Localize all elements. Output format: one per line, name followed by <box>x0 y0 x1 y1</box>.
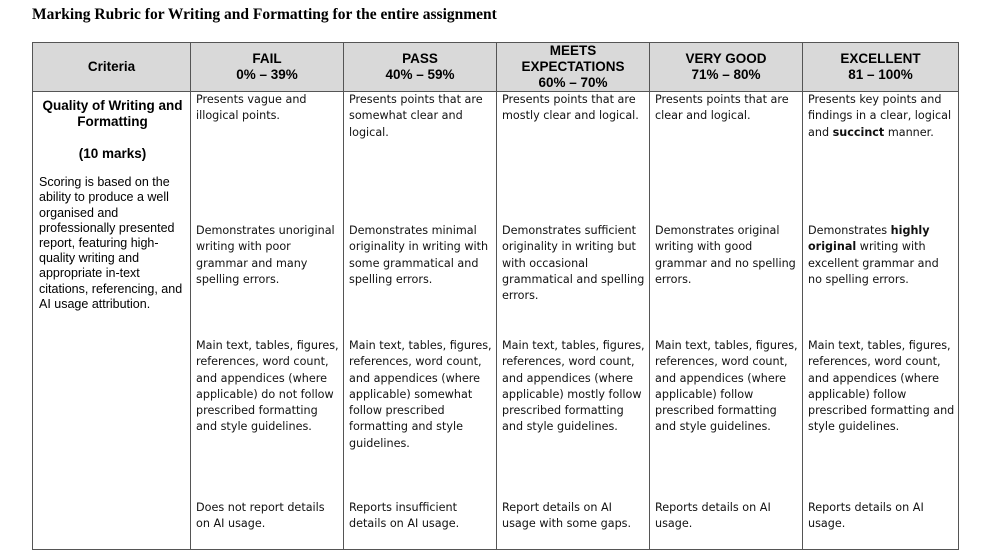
header-criteria-label: Criteria <box>87 59 136 74</box>
meets-ai-usage: Report details on AI usage with some gaps. <box>502 501 632 531</box>
criteria-cell <box>33 92 191 550</box>
criteria-row <box>33 92 959 550</box>
fail-cell <box>191 92 344 550</box>
verygood-points: Presents points that are clear and logical. <box>655 93 789 123</box>
header-fail-label: FAIL <box>252 51 282 66</box>
header-verygood-range: 71% – 80% <box>691 67 761 82</box>
excellent-cell <box>803 92 959 550</box>
fail-originality: Demonstrates unoriginal writing with poor grammar and many spelling errors. <box>196 224 335 286</box>
header-row <box>33 43 959 92</box>
verygood-originality: Demonstrates original writing with good grammar and no spelling errors. <box>655 224 796 286</box>
excellent-originality <box>808 223 955 288</box>
header-pass-label: PASS <box>402 51 438 66</box>
header-meets-range: 60% – 70% <box>538 75 608 90</box>
pass-points: Presents points that are somewhat clear and logical. <box>349 93 483 139</box>
meets-points: Presents points that are mostly clear and logical. <box>502 93 639 123</box>
verygood-ai-usage: Reports details on AI usage. <box>655 501 771 531</box>
verygood-formatting: Main text, tables, figures, references, word count, and appendices (where applicable) follow prescribed formatting and style guidelines. <box>655 339 798 434</box>
page-title: Marking Rubric for Writing and Formatting for the entire assignment <box>32 6 497 23</box>
header-excellent <box>803 43 959 92</box>
header-meets-label: MEETS EXPECTATIONS <box>521 43 625 74</box>
header-fail <box>191 43 344 92</box>
header-excellent-label: EXCELLENT <box>840 51 921 66</box>
excellent-originality-bold: highly original <box>808 224 930 254</box>
header-criteria <box>33 43 191 92</box>
excellent-points-post: manner. <box>884 125 934 139</box>
meets-cell <box>497 92 650 550</box>
pass-ai-usage: Reports insufficient details on AI usage. <box>349 501 460 531</box>
excellent-points-bold: succinct <box>832 125 885 139</box>
header-pass <box>344 43 497 92</box>
fail-points: Presents vague and illogical points. <box>196 93 307 123</box>
criteria-marks: (10 marks) <box>78 146 147 161</box>
pass-formatting: Main text, tables, figures, references, word count, and appendices (where applicable) somewhat follow prescribed formatting and style guidelines. <box>349 339 492 450</box>
rubric-table <box>32 42 959 550</box>
pass-cell <box>344 92 497 550</box>
pass-originality: Demonstrates minimal originality in writing with some grammatical and spelling errors. <box>349 224 489 286</box>
header-fail-range: 0% – 39% <box>236 67 298 82</box>
fail-formatting: Main text, tables, figures, references, word count, and appendices (where applicable) do not follow prescribed formatting and style guidelines. <box>196 339 339 434</box>
fail-ai-usage: Does not report details on AI usage. <box>196 501 325 531</box>
header-pass-range: 40% – 59% <box>385 67 455 82</box>
criteria-description: Scoring is based on the ability to produce a well organised and professionally presented report, featuring high-quality writing and appropriate in-text citations, referencing, and AI usage attribution. <box>39 175 183 311</box>
excellent-originality-pre: Demonstrates <box>808 224 891 237</box>
meets-originality: Demonstrates sufficient originality in writing but with occasional grammatical and spelling errors. <box>502 224 645 303</box>
header-meets <box>497 43 650 92</box>
excellent-originality-post: writing with excellent grammar and no spelling errors. <box>808 240 939 286</box>
excellent-points-pre: Presents key points and findings in a clear, logical and <box>808 93 952 139</box>
excellent-ai-usage: Reports details on AI usage. <box>808 501 924 531</box>
excellent-formatting: Main text, tables, figures, references, word count, and appendices (where applicable) follow prescribed formatting and style guidelines. <box>808 339 955 434</box>
header-verygood <box>650 43 803 92</box>
verygood-cell <box>650 92 803 550</box>
meets-formatting: Main text, tables, figures, references, word count, and appendices (where applicable) mostly follow prescribed formatting and style guidelines. <box>502 339 645 434</box>
header-verygood-label: VERY GOOD <box>685 51 767 66</box>
excellent-points <box>808 92 955 141</box>
criteria-title: Quality of Writing and Formatting <box>42 98 183 129</box>
header-excellent-range: 81 – 100% <box>848 67 913 82</box>
